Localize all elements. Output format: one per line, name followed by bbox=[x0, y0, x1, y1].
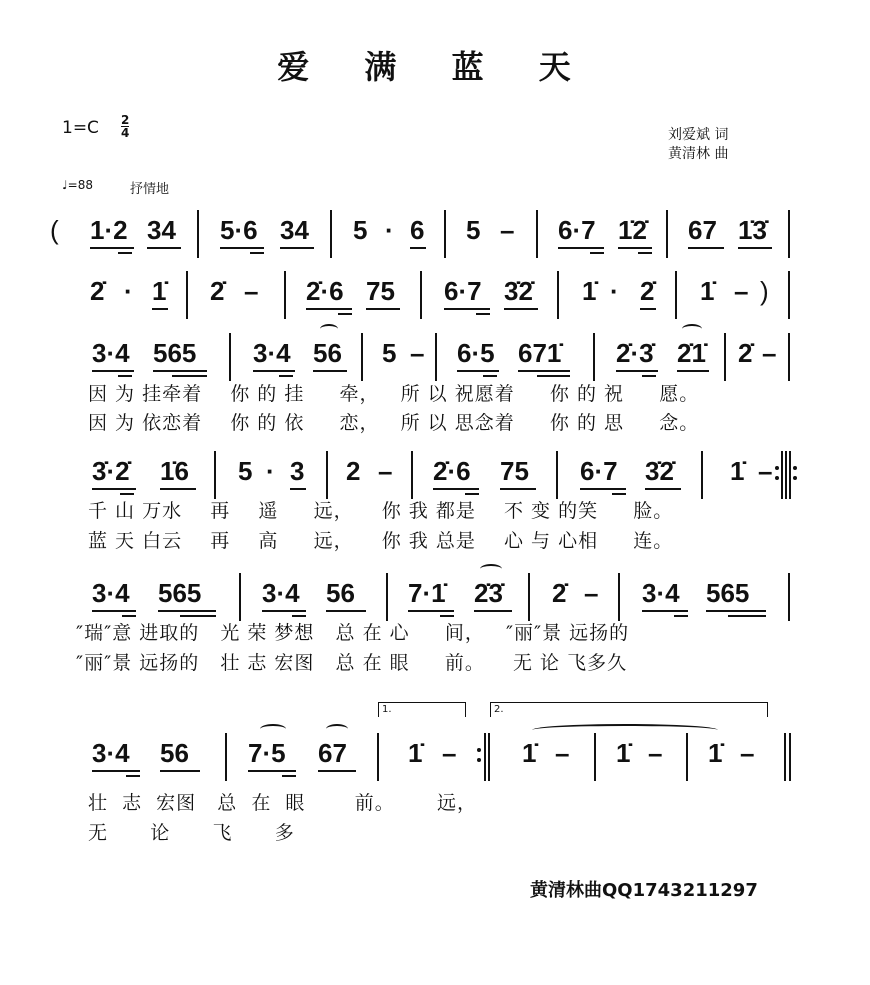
note: 1̇ bbox=[152, 276, 167, 306]
note-group: 3·4 bbox=[642, 578, 680, 608]
song-title: 爱 满 蓝 天 bbox=[277, 48, 593, 86]
note-group: 1̇2̇ bbox=[618, 215, 647, 245]
slur bbox=[682, 324, 702, 334]
dot-extension: · bbox=[610, 276, 619, 306]
repeat-dot bbox=[793, 466, 797, 470]
note-group: 34 bbox=[280, 215, 309, 245]
note-group: 3·4 bbox=[92, 738, 130, 768]
note-group: 3̇·2̇ bbox=[92, 456, 130, 486]
note-group: 7·1̇ bbox=[408, 578, 446, 608]
barline bbox=[788, 573, 790, 621]
lyrics-verse-2: 无 论 飞 多 bbox=[88, 822, 295, 844]
dot-extension: · bbox=[124, 276, 133, 306]
barline bbox=[411, 451, 413, 499]
note: 5 bbox=[382, 338, 397, 368]
note-group: 67 bbox=[318, 738, 347, 768]
note: 1̇ bbox=[408, 738, 423, 768]
dot-extension: · bbox=[385, 215, 394, 245]
tie bbox=[532, 724, 718, 736]
barline bbox=[557, 271, 559, 319]
note-group: 565 bbox=[158, 578, 202, 608]
note: 2̇ bbox=[90, 276, 105, 306]
time-sig-top: 2 bbox=[121, 113, 130, 127]
final-barline bbox=[784, 733, 786, 781]
barline bbox=[386, 573, 388, 621]
note: 1̇ bbox=[522, 738, 537, 768]
barline bbox=[618, 573, 620, 621]
note-group: 75 bbox=[366, 276, 395, 306]
note: 5 bbox=[353, 215, 368, 245]
staff-row-2 bbox=[0, 276, 870, 336]
lyrics-verse-1: ″瑞″意 进取的 光 荣 梦想 总 在 心 间， ″丽″景 远扬的 bbox=[76, 622, 630, 644]
note-group: 3·4 bbox=[253, 338, 291, 368]
repeat-dot bbox=[775, 476, 779, 480]
time-sig-bottom: 4 bbox=[121, 126, 130, 140]
dash: – bbox=[442, 738, 457, 768]
note-group: 56 bbox=[160, 738, 189, 768]
barline bbox=[666, 210, 668, 258]
note: 1̇ bbox=[708, 738, 723, 768]
expression-marking: 抒情地 bbox=[130, 182, 170, 197]
barline bbox=[556, 451, 558, 499]
note-group: 67 bbox=[688, 215, 717, 245]
note: 2̇ bbox=[640, 276, 655, 306]
slur bbox=[326, 724, 348, 734]
repeat-barline bbox=[789, 451, 791, 499]
barline bbox=[593, 333, 595, 381]
note-group: 56 bbox=[313, 338, 342, 368]
close-paren: ) bbox=[760, 276, 769, 306]
barline bbox=[686, 733, 688, 781]
barline bbox=[225, 733, 227, 781]
dash: – bbox=[584, 578, 599, 608]
time-signature bbox=[121, 114, 129, 139]
note-group: 6·7 bbox=[444, 276, 482, 306]
dash: – bbox=[244, 276, 259, 306]
slur bbox=[480, 564, 502, 574]
note: 5 bbox=[466, 215, 481, 245]
lyricist-credit: 刘爱斌 词 bbox=[668, 127, 729, 143]
repeat-end-barline bbox=[488, 733, 490, 781]
note-group: 3·4 bbox=[92, 338, 130, 368]
repeat-dot bbox=[793, 476, 797, 480]
note-group: 565 bbox=[706, 578, 750, 608]
note-group: 3·4 bbox=[262, 578, 300, 608]
dash: – bbox=[648, 738, 663, 768]
repeat-dot bbox=[477, 758, 481, 762]
note-group: 1̇3̇ bbox=[738, 215, 767, 245]
staff-row-3 bbox=[0, 338, 870, 434]
note-group: 2̇3̇ bbox=[474, 578, 503, 608]
note-group: 1·2 bbox=[90, 215, 128, 245]
barline bbox=[377, 733, 379, 781]
staff-row-6 bbox=[0, 704, 870, 844]
barline bbox=[701, 451, 703, 499]
dash: – bbox=[410, 338, 425, 368]
barline bbox=[536, 210, 538, 258]
note: 2̇ bbox=[552, 578, 567, 608]
barline bbox=[214, 451, 216, 499]
note: 6 bbox=[410, 215, 425, 245]
note-group: 1̇6 bbox=[160, 456, 189, 486]
note-group: 2̇·3̇ bbox=[616, 338, 654, 368]
note: 5 bbox=[238, 456, 253, 486]
dash: – bbox=[762, 338, 777, 368]
lyrics-verse-2: 蓝 天 白云 再 高 远， 你 我 总是 心 与 心相 连。 bbox=[88, 530, 674, 552]
barline bbox=[361, 333, 363, 381]
barline bbox=[788, 333, 790, 381]
barline bbox=[229, 333, 231, 381]
note: 1̇ bbox=[730, 456, 745, 486]
note: 2 bbox=[346, 456, 361, 486]
barline bbox=[284, 271, 286, 319]
barline bbox=[594, 733, 596, 781]
note-group: 3̇2̇ bbox=[504, 276, 533, 306]
repeat-end-barline bbox=[484, 733, 486, 781]
composer-contact: 黄清林曲QQ1743211297 bbox=[530, 880, 758, 901]
note-group: 3·4 bbox=[92, 578, 130, 608]
barline bbox=[239, 573, 241, 621]
dash: – bbox=[378, 456, 393, 486]
note-group: 5·6 bbox=[220, 215, 258, 245]
staff-row-1 bbox=[0, 215, 870, 275]
lyrics-verse-1: 千 山 万水 再 遥 远， 你 我 都是 不 变 的笑 脸。 bbox=[88, 500, 674, 522]
note-group: 2̇·6 bbox=[306, 276, 344, 306]
barline bbox=[326, 451, 328, 499]
barline bbox=[788, 271, 790, 319]
open-paren: ( bbox=[50, 215, 59, 245]
lyrics-verse-2: 因 为 依恋着 你 的 依 恋， 所 以 思念着 你 的 思 念。 bbox=[88, 412, 700, 434]
note-group: 7·5 bbox=[248, 738, 286, 768]
note-group: 671̇ bbox=[518, 338, 562, 368]
dash: – bbox=[734, 276, 749, 306]
lyrics-verse-1: 因 为 挂牵着 你 的 挂 牵， 所 以 祝愿着 你 的 祝 愿。 bbox=[88, 383, 700, 405]
dash: – bbox=[758, 456, 773, 486]
dash: – bbox=[740, 738, 755, 768]
barline bbox=[330, 210, 332, 258]
note: 2̇ bbox=[210, 276, 225, 306]
dot-extension: · bbox=[266, 456, 275, 486]
barline bbox=[528, 573, 530, 621]
note-group: 565 bbox=[153, 338, 197, 368]
note: 1̇ bbox=[582, 276, 597, 306]
barline bbox=[444, 210, 446, 258]
note-group: 56 bbox=[326, 578, 355, 608]
note: 1̇ bbox=[700, 276, 715, 306]
barline bbox=[724, 333, 726, 381]
barline bbox=[435, 333, 437, 381]
slur bbox=[260, 724, 286, 734]
final-barline bbox=[789, 733, 791, 781]
staff-row-5 bbox=[0, 578, 870, 674]
note-group: 34 bbox=[147, 215, 176, 245]
staff-row-4 bbox=[0, 456, 870, 552]
composer-credit: 黄清林 曲 bbox=[668, 146, 729, 162]
barline bbox=[788, 210, 790, 258]
lyrics-verse-1: 壮 志 宏图 总 在 眼 前。 远， bbox=[88, 792, 477, 814]
lyrics-verse-2: ″丽″景 远扬的 壮 志 宏图 总 在 眼 前。 无 论 飞多久 bbox=[76, 652, 628, 674]
dash: – bbox=[555, 738, 570, 768]
barline bbox=[197, 210, 199, 258]
note-group: 2̇1̇ bbox=[677, 338, 706, 368]
note: 1̇ bbox=[616, 738, 631, 768]
tempo-marking: ♩=88 bbox=[62, 178, 93, 192]
first-ending-bracket: 1. bbox=[378, 702, 466, 717]
note-group: 2̇·6 bbox=[433, 456, 471, 486]
note-group: 6·5 bbox=[457, 338, 495, 368]
barline bbox=[186, 271, 188, 319]
repeat-dot bbox=[477, 748, 481, 752]
dash: – bbox=[500, 215, 515, 245]
note: 3 bbox=[290, 456, 305, 486]
barline bbox=[420, 271, 422, 319]
second-ending-bracket: 2. bbox=[490, 702, 768, 717]
note-group: 6·7 bbox=[558, 215, 596, 245]
slur bbox=[320, 324, 338, 334]
note-group: 6·7 bbox=[580, 456, 618, 486]
barline bbox=[675, 271, 677, 319]
note-group: 3̇2̇ bbox=[645, 456, 674, 486]
repeat-barline bbox=[785, 451, 787, 499]
note-group: 75 bbox=[500, 456, 529, 486]
note: 2̇ bbox=[738, 338, 753, 368]
repeat-barline bbox=[781, 451, 783, 499]
key-signature: 1=C bbox=[62, 118, 99, 138]
repeat-dot bbox=[775, 466, 779, 470]
